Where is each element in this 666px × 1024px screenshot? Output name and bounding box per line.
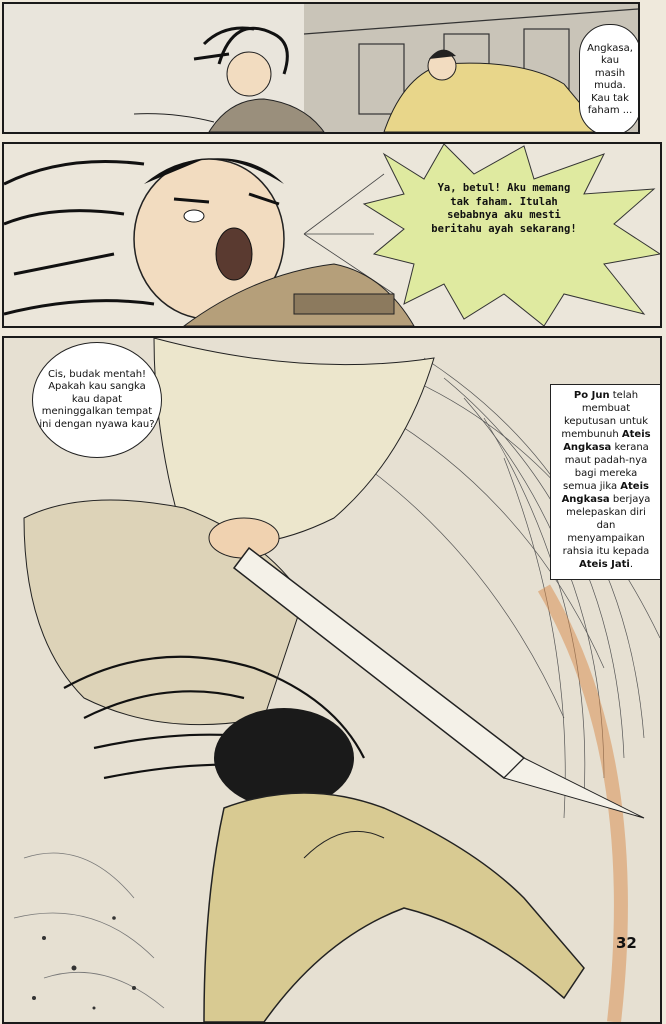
caption-text: . bbox=[629, 559, 634, 570]
caption-text: berjaya melepaskan diri dan menyampaikan rahsia itu kepada bbox=[562, 494, 651, 557]
panel-1-art bbox=[4, 4, 638, 132]
caption-text: telah membuat keputusan untuk membunuh bbox=[561, 390, 649, 440]
panel-2 bbox=[2, 142, 662, 328]
speech-balloon: Cis, budak mentah! Apakah kau sangka kau dapat meninggalkan tempat ini dengan nyawa kau? bbox=[32, 342, 162, 458]
caption-name: Ateis Angkasa bbox=[561, 481, 649, 505]
caption-name-po-jun: Po Jun bbox=[573, 390, 610, 401]
exclamation-burst-text: Ya, betul! Aku memang tak faham. Itulah sebabnya aku mesti beritahu ayah sekarang! bbox=[431, 182, 577, 235]
caption-name: Ateis Angkasa bbox=[563, 429, 651, 453]
panel-1 bbox=[2, 2, 640, 134]
caption-text: kerana maut padah-nya bagi mereka semua jika bbox=[563, 442, 649, 492]
caption-name: Ateis Jati bbox=[578, 559, 630, 570]
speech-balloon: Angkasa, kau masih muda. Kau tak faham ... bbox=[579, 24, 640, 134]
page-number: 32 bbox=[616, 934, 637, 952]
narration-caption bbox=[550, 384, 662, 580]
panel-3 bbox=[2, 336, 662, 1024]
